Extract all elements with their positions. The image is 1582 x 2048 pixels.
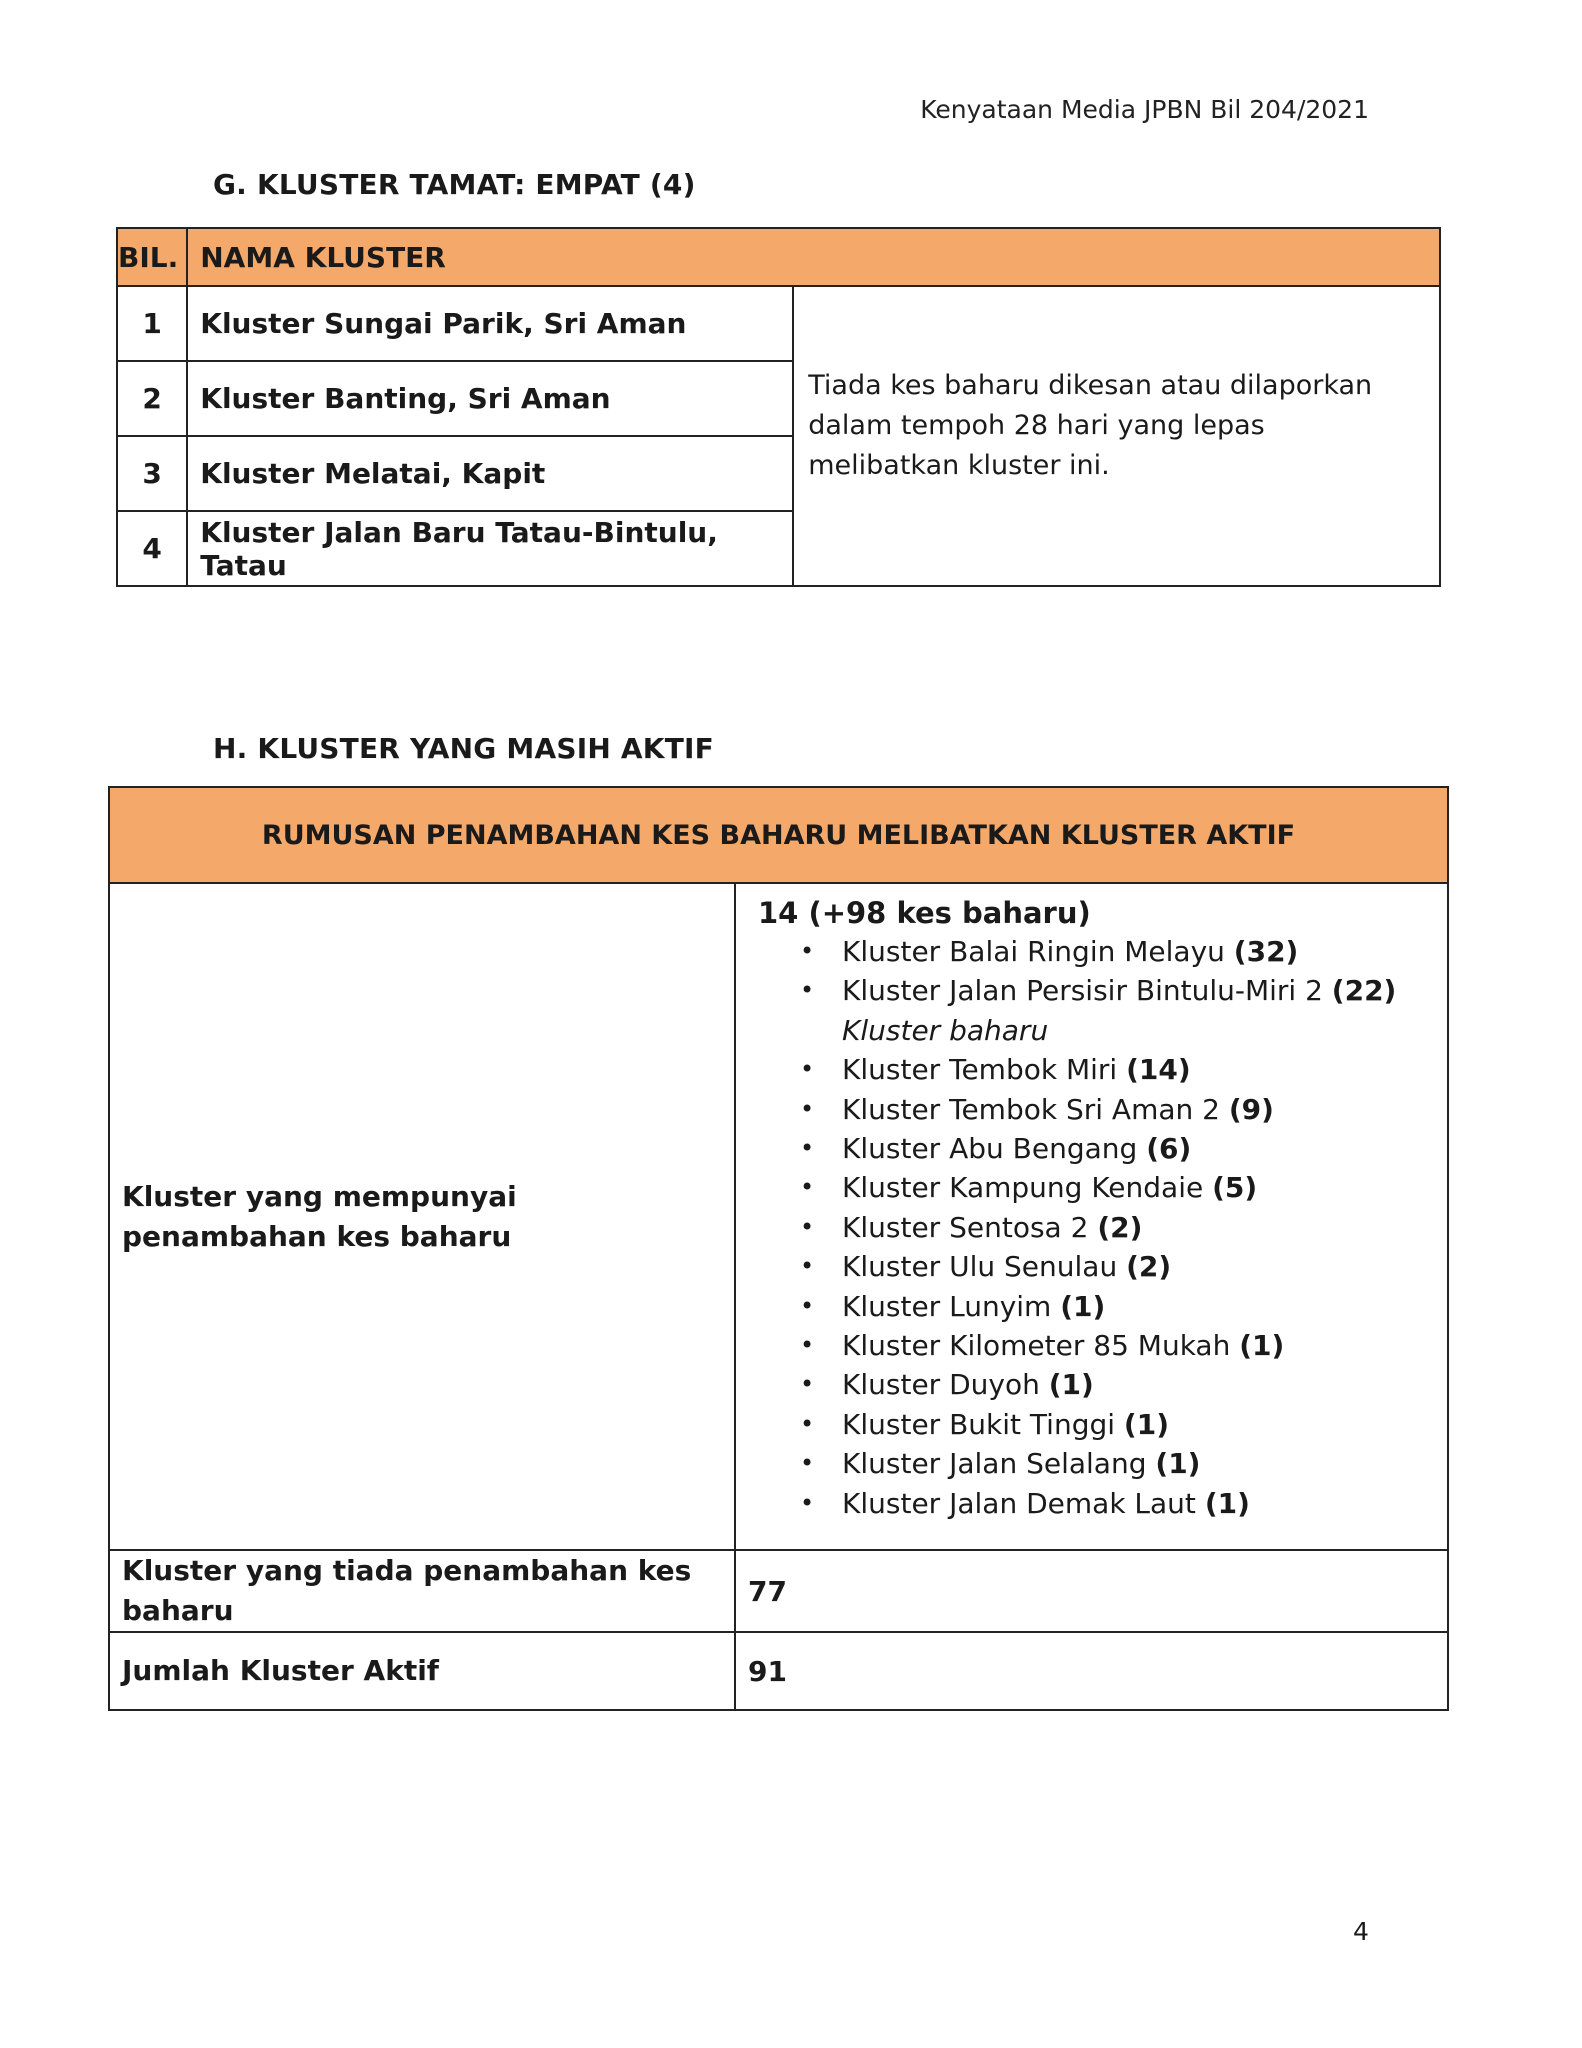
cluster-name: Kluster Lunyim: [842, 1289, 1061, 1323]
ended-clusters-table: [116, 227, 1441, 587]
new-case-count: (32): [1233, 935, 1299, 968]
cluster-list: [758, 1050, 1435, 1523]
new-case-count: (1): [1204, 1486, 1250, 1520]
total-active-value: 91: [735, 1632, 1448, 1710]
new-case-count: (1): [1239, 1329, 1285, 1363]
new-cluster-label: Kluster baharu: [842, 1013, 1049, 1047]
cluster-name: Kluster Jalan Selalang: [842, 1447, 1156, 1481]
cluster-name: Kluster Kampung Kendaie: [842, 1171, 1213, 1205]
bullet-icon: •: [800, 1134, 815, 1163]
cluster-list-item: [800, 1050, 1435, 1089]
table-title: RUMUSAN PENAMBAHAN KES BAHARU MELIBATKAN KLUSTER AKTIF: [109, 787, 1448, 883]
cluster-list-item: [800, 1326, 1435, 1365]
cluster-list-item: [800, 1247, 1435, 1286]
bullet-icon: •: [800, 1055, 815, 1084]
bullet-icon: •: [800, 1409, 815, 1438]
row-number: 4: [117, 511, 187, 586]
cluster-name: Kluster Kilometer 85 Mukah: [842, 1329, 1240, 1363]
cluster-list-item: [800, 1168, 1435, 1207]
cluster-name: Kluster Sentosa 2: [842, 1210, 1098, 1244]
no-new-cases-value: 77: [735, 1550, 1448, 1632]
new-case-count: (2): [1097, 1210, 1143, 1244]
section-g-heading: G. KLUSTER TAMAT: EMPAT (4): [213, 168, 696, 201]
row-number: 2: [117, 361, 187, 436]
cluster-name: Kluster Duyoh: [842, 1368, 1049, 1402]
bullet-icon: •: [800, 1252, 815, 1281]
new-case-count: (2): [1126, 1250, 1172, 1284]
cluster-list-item: [800, 1484, 1435, 1523]
new-case-count: (6): [1146, 1132, 1192, 1166]
cluster-name: Kluster Ulu Senulau: [842, 1250, 1127, 1284]
cluster-name: Kluster Jalan Baru Tatau-Bintulu, Tatau: [187, 511, 793, 586]
new-case-count: (1): [1123, 1407, 1169, 1441]
section-h-heading: H. KLUSTER YANG MASIH AKTIF: [213, 732, 714, 765]
new-case-count: (1): [1060, 1289, 1106, 1323]
bullet-icon: •: [800, 1094, 815, 1123]
new-case-count: (9): [1228, 1092, 1274, 1126]
row-label-no-new-cases: Kluster yang tiada penambahan kes baharu: [109, 1550, 735, 1632]
new-case-count: (5): [1212, 1171, 1258, 1205]
row-number: 3: [117, 436, 187, 511]
new-case-count: (1): [1155, 1447, 1201, 1481]
column-header-bil: BIL.: [117, 228, 187, 286]
bullet-icon: •: [800, 1331, 815, 1360]
cluster-list-item: [800, 971, 1435, 1010]
cluster-list-item: [800, 1129, 1435, 1168]
active-clusters-table: [108, 786, 1449, 1711]
cluster-name: Kluster Abu Bengang: [842, 1132, 1147, 1166]
bullet-icon: •: [800, 937, 815, 965]
table-row: [109, 883, 1448, 1550]
row-number: 1: [117, 286, 187, 361]
bullet-icon: •: [800, 1488, 815, 1517]
new-case-count: (14): [1126, 1053, 1191, 1087]
bullet-icon: •: [800, 1291, 815, 1320]
cluster-name: Kluster Bukit Tinggi: [842, 1407, 1124, 1441]
cluster-name: Kluster Jalan Demak Laut: [842, 1486, 1205, 1520]
bullet-icon: •: [800, 1449, 815, 1478]
cluster-list-item: [800, 1090, 1435, 1129]
new-case-count: (22): [1331, 974, 1397, 1008]
cluster-list-item: [800, 1287, 1435, 1326]
table-row: [109, 1632, 1448, 1710]
table-row: [117, 286, 1440, 361]
bullet-icon: •: [800, 976, 815, 1005]
bullet-icon: •: [800, 1212, 815, 1241]
new-cases-summary: 14 (+98 kes baharu): [758, 896, 1091, 930]
cluster-list-cell: [735, 883, 1448, 1550]
row-label-with-new-cases: Kluster yang mempunyai penambahan kes baharu: [109, 883, 735, 1550]
cluster-list-item: [800, 1405, 1435, 1444]
cluster-name: Kluster Balai Ringin Melayu: [842, 935, 1234, 968]
cluster-name: Kluster Sungai Parik, Sri Aman: [187, 286, 793, 361]
document-reference: Kenyataan Media JPBN Bil 204/2021: [920, 95, 1369, 124]
cluster-list-item: [800, 932, 1435, 971]
row-label-total: Jumlah Kluster Aktif: [109, 1632, 735, 1710]
column-header-name: NAMA KLUSTER: [187, 228, 1440, 286]
cluster-name: Kluster Melatai, Kapit: [187, 436, 793, 511]
page-number: 4: [1353, 1917, 1369, 1946]
cluster-list-item: [800, 1365, 1435, 1404]
table-row: [109, 1550, 1448, 1632]
cluster-name: Kluster Tembok Sri Aman 2: [842, 1092, 1229, 1126]
bullet-icon: •: [800, 1370, 815, 1399]
cluster-name: Kluster Banting, Sri Aman: [187, 361, 793, 436]
bullet-icon: •: [800, 1173, 815, 1202]
cluster-name: Kluster Tembok Miri: [842, 1053, 1127, 1087]
cluster-name: Kluster Jalan Persisir Bintulu-Miri 2: [842, 974, 1332, 1008]
cluster-list: [758, 932, 1435, 1011]
table-title-row: [109, 787, 1448, 883]
ended-clusters-note: Tiada kes baharu dikesan atau dilaporkan dalam tempoh 28 hari yang lepas melibatkan kluster ini.: [793, 286, 1440, 586]
table-header-row: [117, 228, 1440, 286]
cluster-list-item: [800, 1208, 1435, 1247]
new-case-count: (1): [1048, 1368, 1094, 1402]
cluster-list-item: [800, 1444, 1435, 1483]
